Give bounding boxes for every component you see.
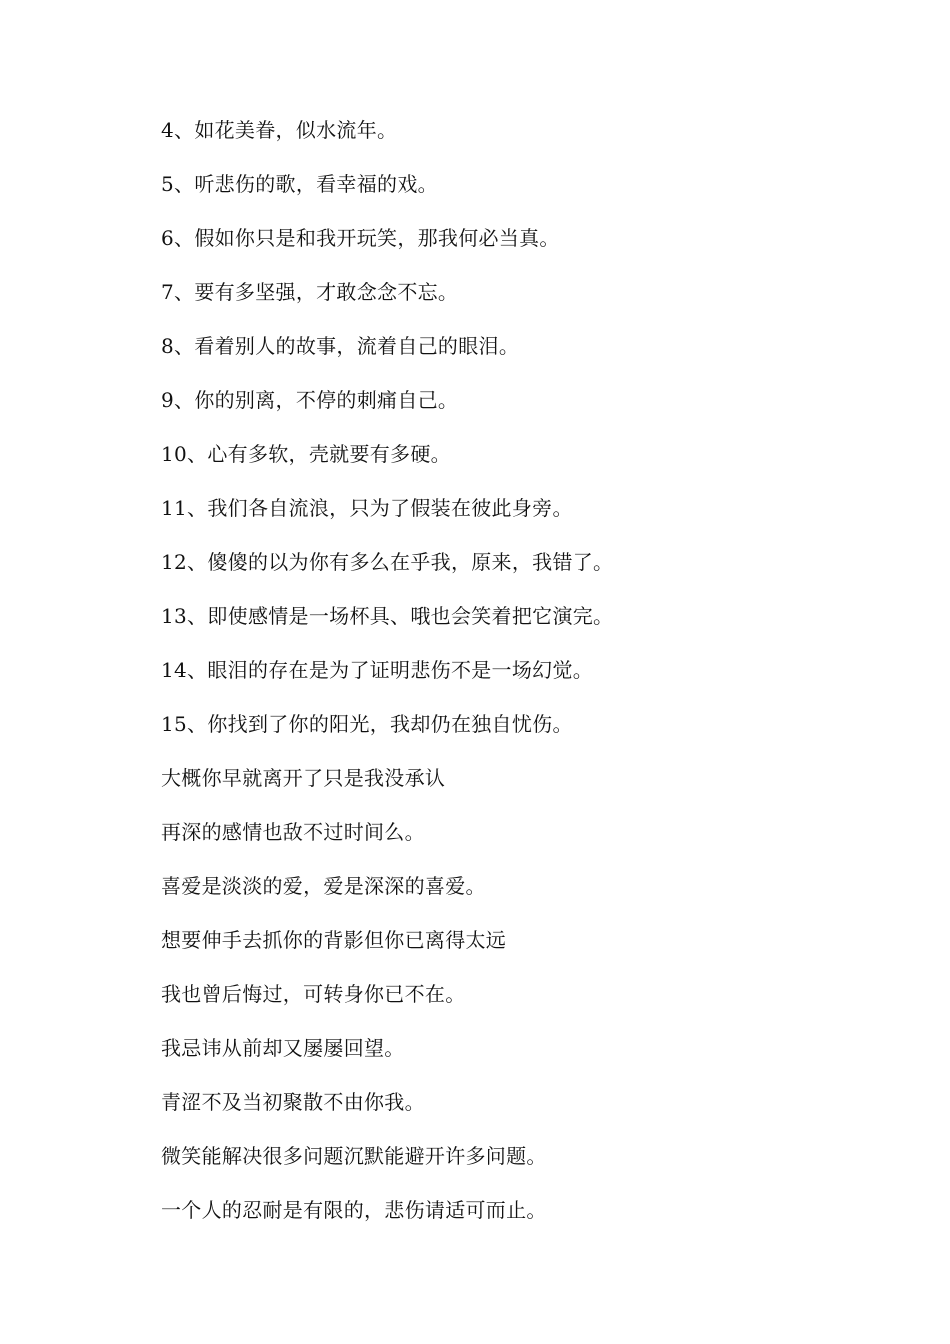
text-line: 13、即使感情是一场杯具、哦也会笑着把它演完。 (161, 604, 614, 628)
text-line: 7、要有多坚强，才敢念念不忘。 (161, 280, 459, 304)
text-line: 5、听悲伤的歌，看幸福的戏。 (161, 172, 438, 196)
text-line: 我忌讳从前却又屡屡回望。 (161, 1036, 405, 1060)
text-line: 6、假如你只是和我开玩笑，那我何必当真。 (161, 226, 560, 250)
text-line: 喜爱是淡淡的爱，爱是深深的喜爱。 (161, 874, 486, 898)
text-line: 想要伸手去抓你的背影但你已离得太远 (161, 928, 507, 952)
text-line: 一个人的忍耐是有限的，悲伤请适可而止。 (161, 1198, 547, 1222)
text-line: 8、看着别人的故事，流着自己的眼泪。 (161, 334, 520, 358)
text-line: 11、我们各自流浪，只为了假装在彼此身旁。 (161, 496, 573, 520)
text-line: 4、如花美眷，似水流年。 (161, 118, 398, 142)
text-lines (161, 113, 861, 1247)
text-line: 14、眼泪的存在是为了证明悲伤不是一场幻觉。 (161, 658, 594, 682)
text-line: 再深的感情也敌不过时间么。 (161, 820, 425, 844)
text-line: 9、你的别离，不停的刺痛自己。 (161, 388, 459, 412)
text-line: 10、心有多软，壳就要有多硬。 (161, 442, 451, 466)
text-line: 我也曾后悔过，可转身你已不在。 (161, 982, 466, 1006)
text-line: 青涩不及当初聚散不由你我。 (161, 1090, 425, 1114)
text-line: 12、傻傻的以为你有多么在乎我，原来，我错了。 (161, 550, 614, 574)
text-line: 微笑能解决很多问题沉默能避开许多问题。 (161, 1144, 547, 1168)
text-line: 15、你找到了你的阳光，我却仍在独自忧伤。 (161, 712, 573, 736)
text-line: 大概你早就离开了只是我没承认 (161, 766, 446, 790)
